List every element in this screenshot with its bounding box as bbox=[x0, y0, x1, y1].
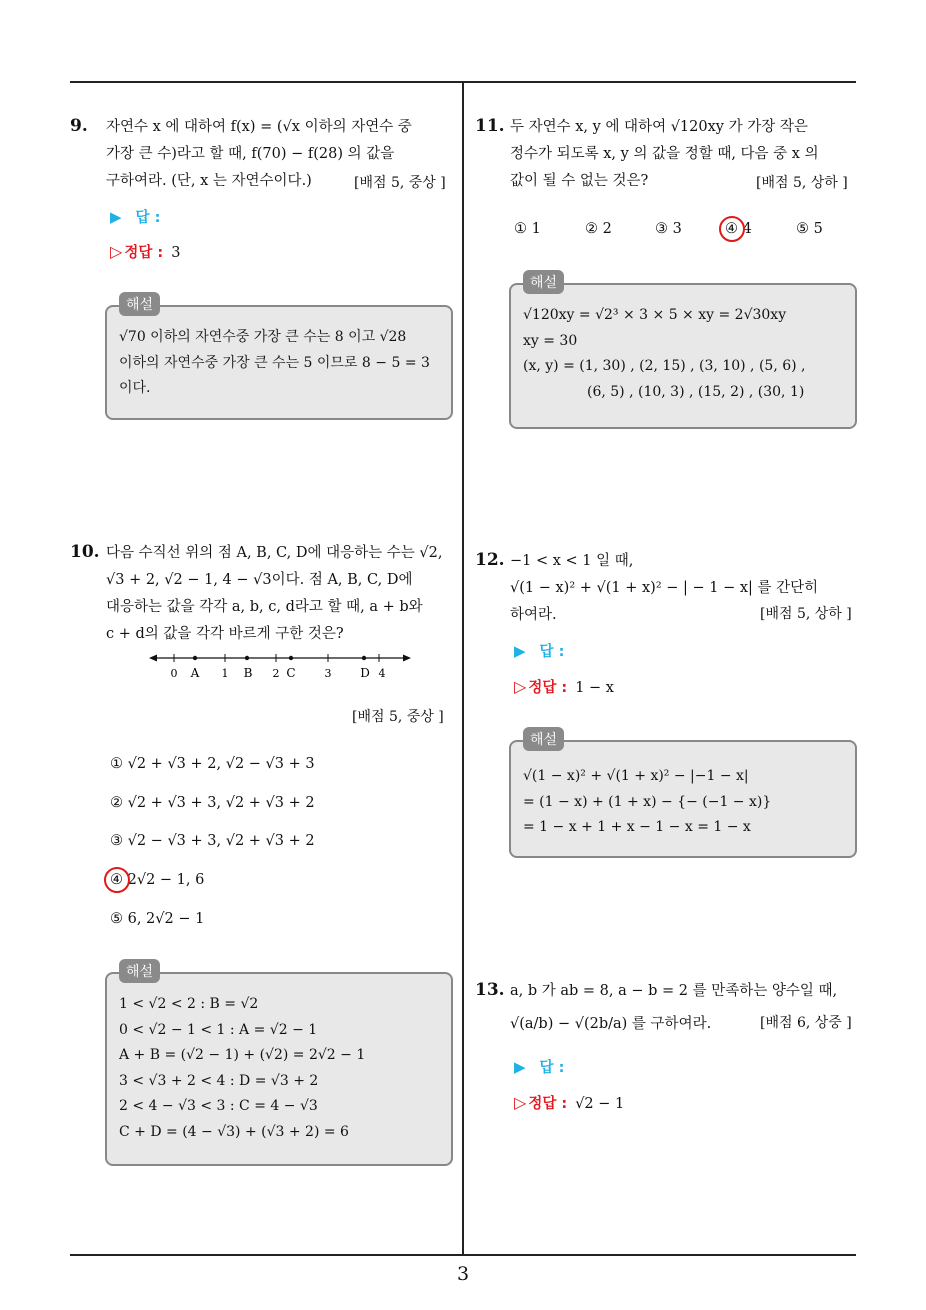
play-icon: ▶ bbox=[110, 208, 122, 226]
tick-4: 4 bbox=[378, 667, 386, 680]
q12-correct-value: 1 − x bbox=[575, 680, 614, 696]
point-c-label: C bbox=[286, 666, 296, 680]
q10-line-3: 대응하는 값을 각각 a, b, c, d라고 할 때, a + b와 bbox=[106, 599, 423, 615]
tick-0: 0 bbox=[170, 667, 178, 680]
q9-sol-line-3: 이다. bbox=[119, 380, 151, 396]
tick-1: 1 bbox=[221, 667, 229, 680]
q12-answer-row bbox=[514, 640, 564, 661]
outline-triangle-icon: ▷ bbox=[514, 677, 527, 696]
q10-sol-line-4: 3 < √3 + 2 < 4 : D = √3 + 2 bbox=[119, 1072, 319, 1089]
q10-number: 10. bbox=[70, 542, 100, 562]
q9-meta: [배점 5, 중상 ] bbox=[354, 175, 446, 191]
q11-choice-4[interactable]: ④ 4 bbox=[725, 221, 752, 237]
q12-solution-box bbox=[509, 740, 857, 858]
q10-selected-mark bbox=[104, 867, 130, 893]
q9-solution-body bbox=[119, 325, 449, 402]
q12-sol-line-1: √(1 − x)² + √(1 + x)² − |−1 − x| bbox=[523, 768, 749, 784]
q10-line-2: √3 + 2, √2 − 1, 4 − √3이다. 점 A, B, C, D에 bbox=[106, 572, 413, 588]
q12-correct-label: 정답 : bbox=[528, 680, 568, 696]
q12-line-2: √(1 − x)² + √(1 + x)² − | − 1 − x| 를 간단히 bbox=[510, 580, 819, 596]
q11-meta: [배점 5, 상하 ] bbox=[756, 175, 848, 191]
q10-sol-line-2: 0 < √2 − 1 < 1 : A = √2 − 1 bbox=[119, 1021, 318, 1038]
q9-answer-row bbox=[110, 206, 160, 227]
point-a-label: A bbox=[190, 666, 200, 680]
q11-solution-body bbox=[523, 303, 853, 405]
q11-number: 11. bbox=[475, 116, 505, 136]
q10-solution-box bbox=[105, 972, 453, 1166]
q9-line-1: 자연수 x 에 대하여 f(x) = (√x 이하의 자연수 중 bbox=[106, 119, 412, 135]
q13-answer-label: 답 : bbox=[539, 1060, 565, 1076]
point-b-label: B bbox=[243, 666, 253, 680]
q10-solution-tag: 해설 bbox=[119, 959, 160, 983]
point-d-label: D bbox=[360, 666, 370, 680]
outline-triangle-icon: ▷ bbox=[110, 242, 123, 261]
q11-sol-line-4: (6, 5) , (10, 3) , (15, 2) , (30, 1) bbox=[587, 383, 805, 400]
q11-sol-line-3: (x, y) = (1, 30) , (2, 15) , (3, 10) , (5, 6) , bbox=[523, 358, 806, 374]
q12-answer-label: 답 : bbox=[539, 644, 565, 660]
play-icon: ▶ bbox=[514, 1058, 526, 1076]
q9-line-3: 구하여라. (단, x 는 자연수이다.) bbox=[106, 173, 312, 189]
q12-line-3: 하여라. bbox=[510, 607, 557, 623]
q9-solution-tag: 해설 bbox=[119, 292, 160, 316]
q10-line-4: c + d의 값을 각각 바르게 구한 것은? bbox=[106, 626, 344, 642]
q11-solution-tag: 해설 bbox=[523, 270, 564, 294]
q10-choice-4[interactable]: ④ 2√2 − 1, 6 bbox=[110, 872, 205, 888]
column-divider bbox=[462, 83, 464, 1255]
q13-number: 13. bbox=[475, 980, 505, 1000]
q10-line-1: 다음 수직선 위의 점 A, B, C, D에 대응하는 수는 √2, bbox=[106, 545, 443, 561]
q10-meta: [배점 5, 중상 ] bbox=[352, 709, 444, 725]
q12-line-1: −1 < x < 1 일 때, bbox=[510, 553, 634, 569]
q10-choice-3[interactable]: ③ √2 − √3 + 3, √2 + √3 + 2 bbox=[110, 833, 315, 849]
q9-correct-row bbox=[110, 241, 180, 262]
q12-sol-line-2: = (1 − x) + (1 + x) − {− (−1 − x)} bbox=[523, 793, 772, 810]
outline-triangle-icon: ▷ bbox=[514, 1093, 527, 1112]
q9-number: 9. bbox=[70, 116, 88, 136]
bottom-rule bbox=[70, 1254, 856, 1256]
q10-choice-5[interactable]: ⑤ 6, 2√2 − 1 bbox=[110, 911, 205, 927]
q13-line-1: a, b 가 ab = 8, a − b = 2 를 만족하는 양수일 때, bbox=[510, 983, 838, 999]
q9-correct-label: 정답 : bbox=[124, 245, 164, 261]
q9-correct-value: 3 bbox=[171, 245, 181, 261]
q12-solution-tag: 해설 bbox=[523, 727, 564, 751]
q9-sol-line-1: √70 이하의 자연수중 가장 큰 수는 8 이고 √28 bbox=[119, 329, 407, 345]
q9-solution-box bbox=[105, 305, 453, 420]
q9-sol-line-2: 이하의 자연수중 가장 큰 수는 5 이므로 8 − 5 = 3 bbox=[119, 354, 430, 371]
q11-choice-2[interactable]: ② 2 bbox=[585, 221, 612, 237]
q12-meta: [배점 5, 상하 ] bbox=[760, 606, 852, 622]
q9-line-2: 가장 큰 수)라고 할 때, f(70) − f(28) 의 값을 bbox=[106, 146, 395, 162]
q11-choice-1[interactable]: ① 1 bbox=[514, 221, 541, 237]
q11-sol-line-2: xy = 30 bbox=[523, 332, 578, 349]
q10-choice-2[interactable]: ② √2 + √3 + 3, √2 + √3 + 2 bbox=[110, 795, 315, 811]
q13-answer-row bbox=[514, 1056, 564, 1077]
q10-text bbox=[106, 540, 458, 648]
q11-selected-mark bbox=[719, 216, 745, 242]
q13-line-2: √(a/b) − √(2b/a) 를 구하여라. bbox=[510, 1016, 712, 1032]
q11-line-2: 정수가 되도록 x, y 의 값을 정할 때, 다음 중 x 의 bbox=[510, 146, 819, 162]
q13-correct-row bbox=[514, 1092, 624, 1113]
q11-choice-3[interactable]: ③ 3 bbox=[655, 221, 682, 237]
q9-answer-label: 답 : bbox=[135, 210, 161, 226]
q12-number: 12. bbox=[475, 550, 505, 570]
tick-2: 2 bbox=[272, 667, 280, 680]
q12-solution-body bbox=[523, 764, 853, 841]
q12-correct-row bbox=[514, 676, 614, 697]
q12-sol-line-3: = 1 − x + 1 + x − 1 − x = 1 − x bbox=[523, 819, 751, 835]
q13-meta: [배점 6, 상중 ] bbox=[760, 1015, 852, 1031]
tick-3: 3 bbox=[324, 667, 332, 680]
q11-sol-line-1: √120xy = √2³ × 3 × 5 × xy = 2√30xy bbox=[523, 307, 787, 323]
q13-correct-value: √2 − 1 bbox=[575, 1096, 625, 1112]
q13-correct-label: 정답 : bbox=[528, 1096, 568, 1112]
q10-sol-line-5: 2 < 4 − √3 < 3 : C = 4 − √3 bbox=[119, 1098, 318, 1114]
q10-solution-body bbox=[119, 992, 449, 1145]
q10-sol-line-6: C + D = (4 − √3) + (√3 + 2) = 6 bbox=[119, 1123, 349, 1140]
q10-choice-1[interactable]: ① √2 + √3 + 2, √2 − √3 + 3 bbox=[110, 756, 315, 772]
q11-line-3: 값이 될 수 없는 것은? bbox=[510, 173, 649, 189]
q11-line-1: 두 자연수 x, y 에 대하여 √120xy 가 가장 작은 bbox=[510, 119, 808, 135]
play-icon: ▶ bbox=[514, 642, 526, 660]
q11-solution-box bbox=[509, 283, 857, 429]
number-line bbox=[145, 648, 415, 684]
q10-sol-line-3: A + B = (√2 − 1) + (√2) = 2√2 − 1 bbox=[119, 1047, 366, 1063]
q10-sol-line-1: 1 < √2 < 2 : B = √2 bbox=[119, 996, 259, 1012]
q11-choice-5[interactable]: ⑤ 5 bbox=[796, 221, 823, 237]
page-number: 3 bbox=[456, 1263, 470, 1285]
